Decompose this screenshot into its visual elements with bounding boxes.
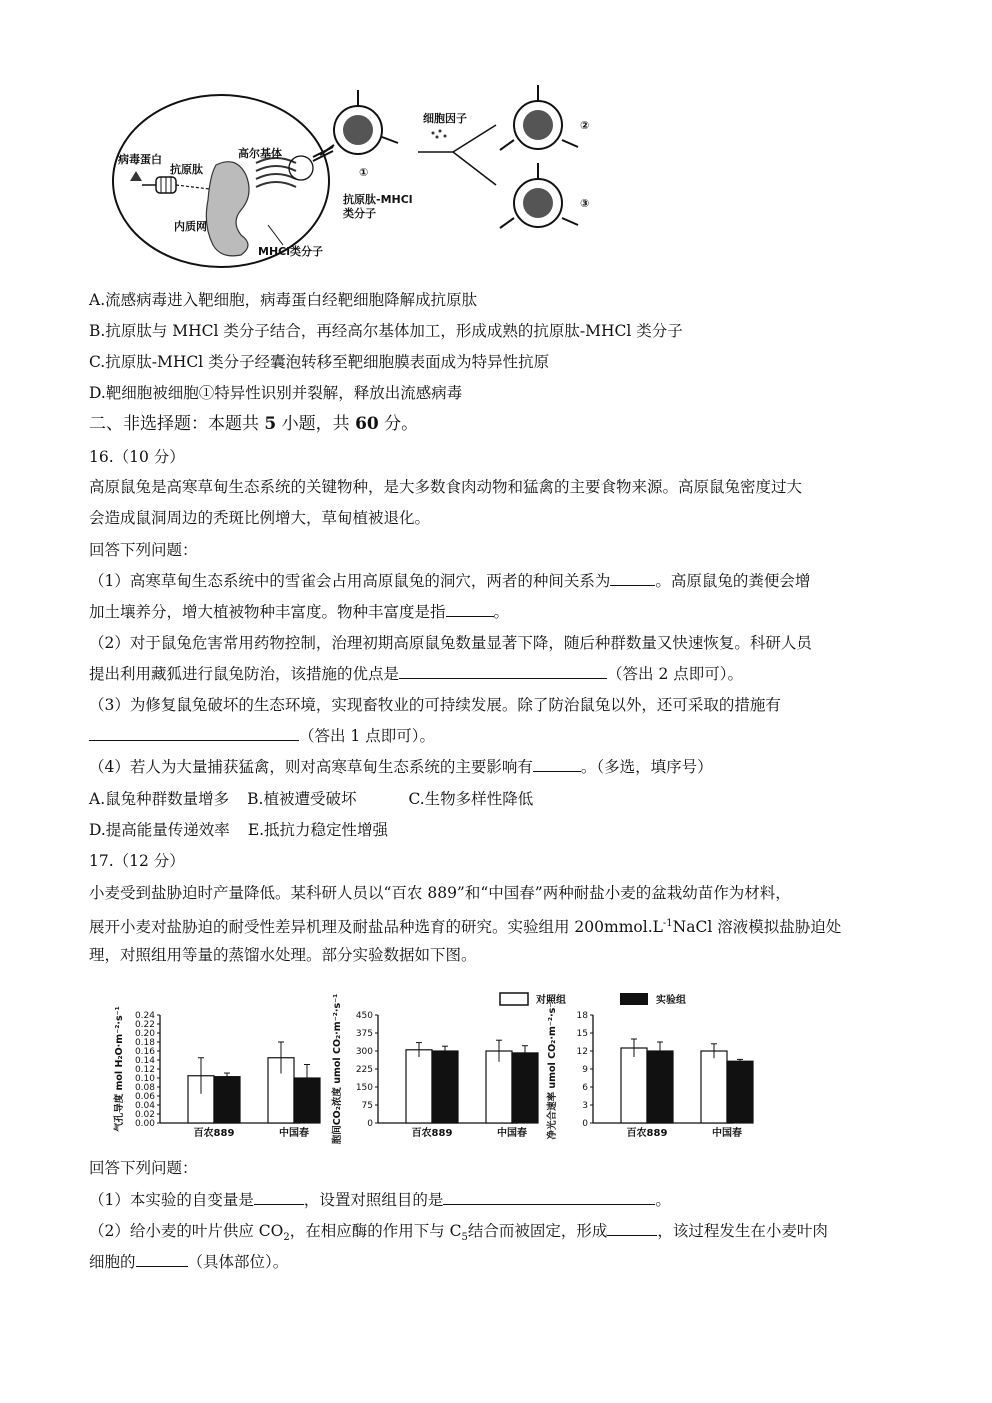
effector-cell-2 bbox=[500, 85, 578, 150]
bar-experiment bbox=[294, 1078, 320, 1123]
label-cell1: ① bbox=[359, 166, 369, 179]
section-2-heading: 二、非选择题：本题共 5 小题，共 60 分。 bbox=[89, 414, 419, 434]
category-label: 中国春 bbox=[712, 1128, 742, 1139]
legend-control-label: 对照组 bbox=[536, 995, 566, 1006]
label-antigen-peptide: 抗原肽 bbox=[170, 163, 203, 176]
bar-experiment bbox=[647, 1051, 673, 1123]
y-tick-label: 0.10 bbox=[134, 1074, 155, 1084]
y-tick-label: 450 bbox=[355, 1011, 373, 1021]
y-tick-label: 0.24 bbox=[134, 1011, 155, 1021]
y-tick-label: 0.06 bbox=[134, 1092, 155, 1102]
bar-control bbox=[486, 1051, 512, 1123]
y-tick-label: 75 bbox=[361, 1101, 373, 1111]
bar-experiment bbox=[214, 1077, 240, 1123]
y-tick-label: 0 bbox=[367, 1119, 373, 1129]
proteasome-icon bbox=[156, 177, 176, 193]
q16-part3-line2: （答出 1 点即可）。 bbox=[89, 726, 435, 746]
option-c: C.生物多样性降低 bbox=[408, 790, 534, 808]
y-tick-label: 0.22 bbox=[134, 1020, 155, 1030]
t-cell-1 bbox=[320, 90, 398, 155]
q16-part2-line2: 提出利用藏狐进行鼠兔防治，该措施的优点是 （答出 2 点即可）。 bbox=[89, 665, 743, 683]
answer-blank[interactable] bbox=[533, 757, 581, 772]
q17-prompt: 回答下列问题： bbox=[89, 1159, 198, 1177]
bar-experiment bbox=[512, 1053, 538, 1123]
q17-part1: （1）本实验的自变量是 ，设置对照组目的是 。 bbox=[89, 1191, 671, 1209]
y-tick-label: 300 bbox=[355, 1047, 373, 1057]
option-b: B.植被遭受破坏 bbox=[247, 790, 357, 808]
legend-control-swatch bbox=[500, 993, 528, 1005]
cytokine-dots-icon bbox=[432, 130, 447, 139]
category-label: 中国春 bbox=[497, 1128, 527, 1139]
vesicle-highlight bbox=[289, 156, 313, 180]
q16-intro-1: 高原鼠兔是高寒草甸生态系统的关键物种，是大多数食肉动物和猛禽的主要食物来源。高原鼠兔密度过大 bbox=[89, 478, 803, 496]
memory-cell-3 bbox=[500, 163, 578, 228]
label-mhc1: MHCl类分子 bbox=[258, 245, 323, 258]
y-axis-label: 胞间CO₂浓度 umol CO₂·m⁻²·s⁻¹ bbox=[332, 993, 343, 1145]
q17-intro-2: 展开小麦对盐胁迫的耐受性差异机理及耐盐品种选育的研究。实验组用 $200mmol.L^{-1}NaCl$ 溶液模拟盐胁迫处 bbox=[89, 918, 842, 937]
q17-part2-line1: （2）给小麦的叶片供应 $CO_2$，在相应酶的作用下与 $C_5$结合而被固定，形成 ，该过程发生在小麦叶肉 bbox=[89, 1222, 828, 1244]
option-a: A.鼠兔种群数量增多 bbox=[89, 790, 230, 808]
answer-blank[interactable] bbox=[89, 726, 299, 741]
q16-number: 16.（10 分） bbox=[89, 448, 185, 466]
y-tick-label: 0 bbox=[582, 1119, 588, 1129]
option-15-b: B.抗原肽与 MHCl 类分子结合，再经高尔基体加工，形成成熟的抗原肽-MHCl 类分子 bbox=[89, 322, 683, 340]
legend-experiment-swatch bbox=[620, 993, 648, 1005]
label-golgi: 高尔基体 bbox=[238, 147, 282, 160]
q16-part1-line2: 加土壤养分，增大植被物种丰富度。物种丰富度是指 。 bbox=[89, 603, 510, 621]
answer-blank[interactable] bbox=[443, 1190, 655, 1205]
category-label: 中国春 bbox=[279, 1128, 309, 1139]
answer-blank[interactable] bbox=[399, 664, 607, 679]
answer-blank[interactable] bbox=[610, 571, 655, 586]
q17-part2-line2: 细胞的 （具体部位）。 bbox=[89, 1253, 289, 1271]
answer-blank[interactable] bbox=[136, 1252, 188, 1267]
q16-intro-2: 会造成鼠洞周边的秃斑比例增大，草甸植被退化。 bbox=[89, 509, 431, 527]
y-tick-label: 6 bbox=[582, 1083, 588, 1093]
option-15-a: A.流感病毒进入靶细胞，病毒蛋白经靶细胞降解成抗原肽 bbox=[89, 291, 478, 309]
immune-diagram-svg bbox=[108, 85, 628, 275]
category-label: 百农889 bbox=[193, 1128, 235, 1139]
legend-experiment-label: 实验组 bbox=[656, 995, 686, 1006]
bar-control bbox=[406, 1050, 432, 1123]
y-tick-label: 0.20 bbox=[134, 1029, 155, 1039]
bar-control bbox=[701, 1051, 727, 1123]
q16-part1-line1: （1）高寒草甸生态系统中的雪雀会占用高原鼠兔的洞穴，两者的种间关系为 。高原鼠兔的粪便会增 bbox=[89, 572, 811, 590]
y-tick-label: 150 bbox=[355, 1083, 373, 1093]
y-tick-label: 0.00 bbox=[134, 1119, 155, 1129]
bar-experiment bbox=[727, 1061, 753, 1123]
category-label: 百农889 bbox=[411, 1128, 453, 1139]
y-axis-label: 气孔导度 mol H₂O·m⁻²·s⁻¹ bbox=[114, 1006, 125, 1132]
q16-prompt: 回答下列问题： bbox=[89, 541, 198, 559]
option-e: E.抵抗力稳定性增强 bbox=[247, 821, 389, 839]
q16-part4: （4）若人为大量捕获猛禽，则对高寒草甸生态系统的主要影响有 。（多选，填序号） bbox=[89, 758, 713, 776]
q16-options-row1 bbox=[89, 789, 533, 809]
category-label: 百农889 bbox=[626, 1128, 668, 1139]
bar-charts-svg bbox=[88, 985, 742, 1145]
y-tick-label: 0.18 bbox=[134, 1038, 155, 1048]
immune-diagram bbox=[108, 85, 628, 275]
label-complex2: 类分子 bbox=[343, 207, 376, 220]
y-tick-label: 0.02 bbox=[134, 1110, 155, 1120]
y-tick-label: 0.14 bbox=[134, 1056, 155, 1066]
virus-protein-icon bbox=[130, 171, 142, 181]
label-cell3: ③ bbox=[580, 197, 590, 210]
q16-options-row2 bbox=[89, 820, 388, 840]
y-tick-label: 0.04 bbox=[134, 1101, 155, 1111]
q16-part2-line1: （2）对于鼠兔危害常用药物控制，治理初期高原鼠兔数量显著下降，随后种群数量又快速恢复。科研人员 bbox=[89, 634, 812, 652]
label-cell2: ② bbox=[580, 119, 590, 132]
q17-intro-3: 理，对照组用等量的蒸馏水处理。部分实验数据如下图。 bbox=[89, 946, 477, 964]
bar-control bbox=[621, 1048, 647, 1123]
y-tick-label: 0.12 bbox=[134, 1065, 155, 1075]
er-shape bbox=[206, 162, 249, 256]
option-d: D.提高能量传递效率 bbox=[89, 821, 230, 839]
label-complex: 抗原肽-MHCl bbox=[343, 193, 413, 206]
bar-charts bbox=[88, 985, 742, 1145]
bar-experiment bbox=[432, 1051, 458, 1123]
y-tick-label: 15 bbox=[576, 1029, 588, 1039]
answer-blank[interactable] bbox=[607, 1221, 657, 1236]
y-tick-label: 9 bbox=[582, 1065, 588, 1075]
y-tick-label: 0.08 bbox=[134, 1083, 155, 1093]
q17-number: 17.（12 分） bbox=[89, 852, 185, 870]
option-15-c: C.抗原肽-MHCl 类分子经囊泡转移至靶细胞膜表面成为特异性抗原 bbox=[89, 353, 550, 371]
q17-intro-1: 小麦受到盐胁迫时产量降低。某科研人员以“百农 889”和“中国春”两种耐盐小麦的盆栽幼苗作为材料， bbox=[89, 884, 791, 902]
y-tick-label: 3 bbox=[582, 1101, 588, 1111]
label-cytokine: 细胞因子 bbox=[423, 112, 467, 125]
y-tick-label: 12 bbox=[576, 1047, 588, 1057]
answer-blank[interactable] bbox=[446, 602, 494, 617]
q16-part3-line1: （3）为修复鼠兔破坏的生态环境，实现畜牧业的可持续发展。除了防治鼠兔以外，还可采取的措施有 bbox=[89, 696, 781, 714]
option-15-d: D.靶细胞被细胞①特异性识别并裂解，释放出流感病毒 bbox=[89, 384, 463, 402]
y-tick-label: 18 bbox=[576, 1011, 588, 1021]
answer-blank[interactable] bbox=[254, 1190, 304, 1205]
label-er: 内质网 bbox=[174, 220, 207, 233]
label-virus-protein: 病毒蛋白 bbox=[118, 153, 162, 166]
y-axis-label: 净光合速率 umol CO₂·m⁻²·s⁻¹ bbox=[547, 998, 558, 1140]
y-tick-label: 225 bbox=[355, 1065, 373, 1075]
y-tick-label: 0.16 bbox=[134, 1047, 155, 1057]
y-tick-label: 375 bbox=[355, 1029, 373, 1039]
